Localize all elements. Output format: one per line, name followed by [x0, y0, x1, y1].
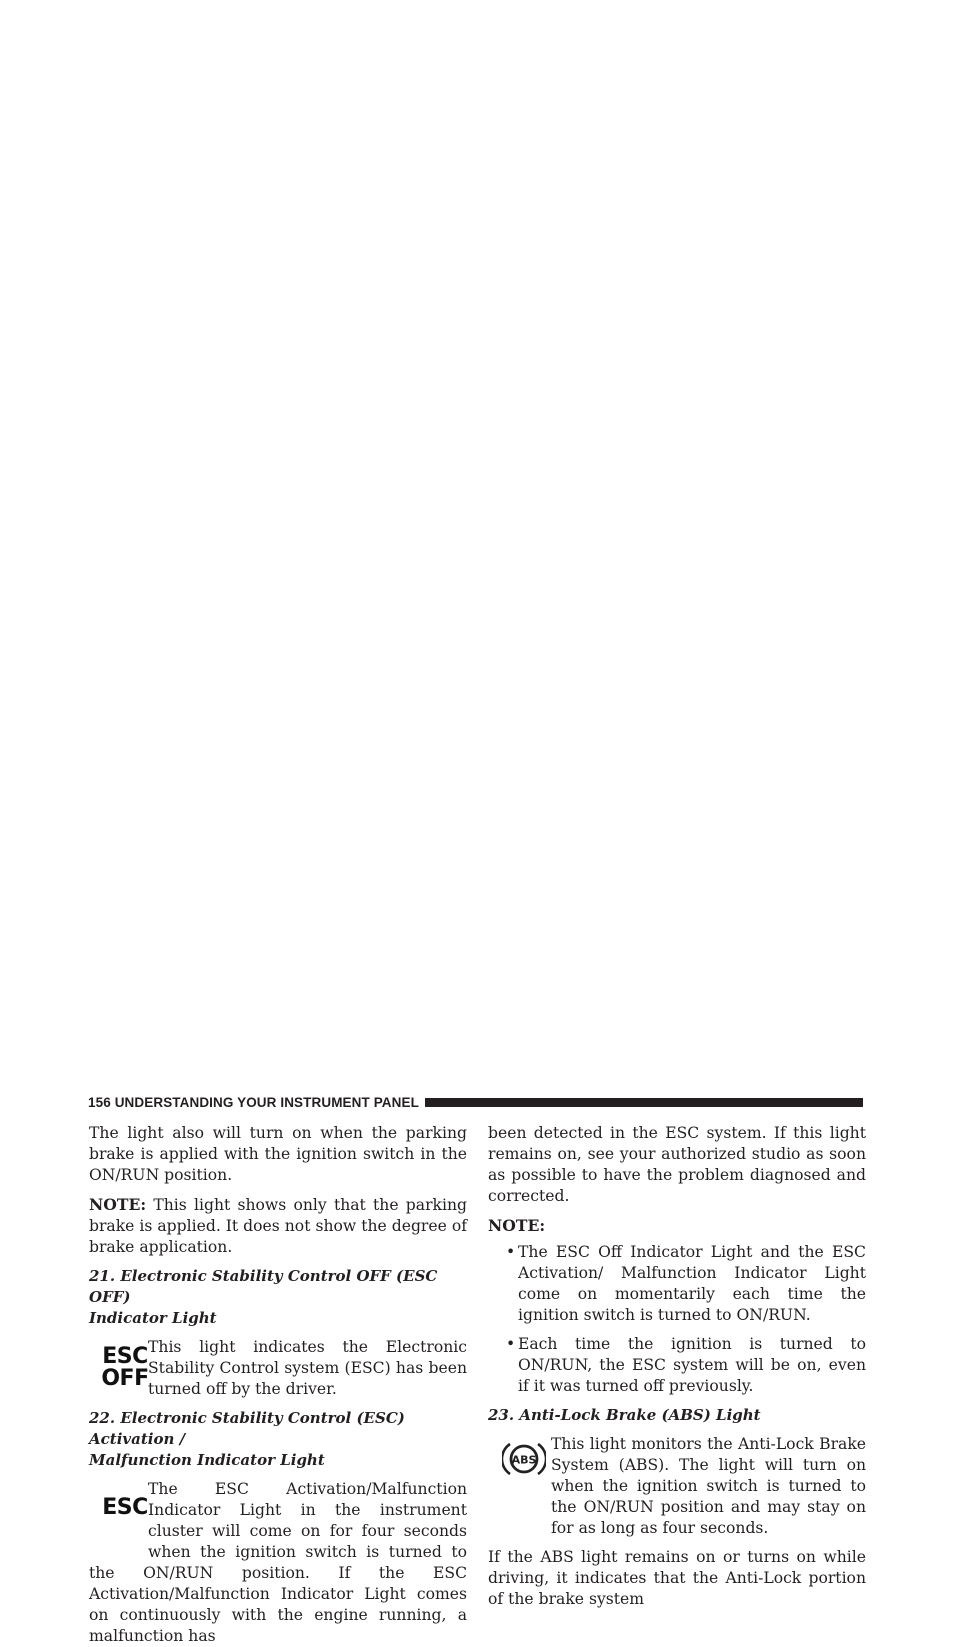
esc-off-icon-line1: ESC: [102, 1344, 148, 1369]
paragraph-abs-remains-on: If the ABS light remains on or turns on while driving, it indicates that the Anti-Lock portion of the brake system: [488, 1548, 866, 1608]
heading-abs: 23. Anti-Lock Brake (ABS) Light: [488, 1406, 761, 1424]
right-column: [488, 1123, 866, 1610]
esc-icon-label: ESC: [102, 1495, 148, 1520]
heading-esc-off-line1: 21. Electronic Stability Control OFF (ESC OFF): [89, 1267, 438, 1306]
abs-section: [488, 1434, 866, 1539]
note-label: NOTE:: [89, 1195, 147, 1214]
abs-description: This light monitors the Anti-Lock Brake System (ABS). The light will turn on when the ignition switch is turned to the ON/RUN position and may stay on for as long as four seconds.: [551, 1435, 866, 1537]
section-title: UNDERSTANDING YOUR INSTRUMENT PANEL: [114, 1094, 419, 1110]
abs-icon-label: ABS: [511, 1453, 537, 1467]
list-item-text: Each time the ignition is turned to ON/RUN, the ESC system will be on, even if it was turned off previously.: [518, 1335, 866, 1395]
heading-esc-activation: [89, 1408, 467, 1471]
heading-esc-off: [89, 1266, 467, 1329]
bullet-icon: •: [506, 1243, 516, 1261]
header-rule: [425, 1098, 863, 1107]
esc-off-description: This light indicates the Electronic Stability Control system (ESC) has been turned off by the driver.: [148, 1338, 467, 1398]
note-text: This light shows only that the parking brake is applied. It does not show the degree of brake application.: [89, 1196, 467, 1256]
heading-esc-activation-line2: Malfunction Indicator Light: [89, 1451, 325, 1469]
esc-icon: [94, 1493, 156, 1523]
esc-off-section: [89, 1337, 467, 1400]
note-bullet-list: [488, 1242, 866, 1397]
note-heading: NOTE:: [488, 1216, 546, 1235]
esc-off-icon: [94, 1344, 156, 1392]
paragraph-esc-continued: been detected in the ESC system. If this light remains on, see your authorized studio as soon as possible to have the problem diagnosed and corrected.: [488, 1124, 866, 1205]
left-column: [89, 1123, 467, 1647]
esc-activation-section: [89, 1479, 467, 1647]
heading-esc-off-line2: Indicator Light: [89, 1309, 217, 1327]
page-header: [88, 1094, 863, 1110]
list-item-text: The ESC Off Indicator Light and the ESC Activation/ Malfunction Indicator Light come on momentarily each time the ignition switch is turned to ON/RUN.: [518, 1243, 866, 1324]
note-parking-brake: [89, 1194, 467, 1258]
esc-off-icon-line2: OFF: [101, 1366, 149, 1391]
list-item: [488, 1242, 866, 1326]
abs-warning-icon: [502, 1438, 546, 1480]
esc-activation-text: The ESC Activation/Malfunction Indicator Light in the instrument cluster will come on for four seconds when the ignition switch is turned to the ON/RUN position. If the ESC Activation/Malfunction Indicator Light comes on continuously with the engine running, a malfunction has: [89, 1480, 467, 1645]
list-item: [488, 1334, 866, 1397]
page-header-text: [88, 1095, 425, 1110]
bullet-icon: •: [506, 1335, 516, 1353]
page-number: 156: [88, 1094, 111, 1110]
paragraph-parking-brake: The light also will turn on when the parking brake is applied with the ignition switch in the ON/RUN position.: [89, 1124, 467, 1184]
abs-icon-graphic: [502, 1438, 546, 1480]
heading-esc-activation-line1: 22. Electronic Stability Control (ESC) Activation /: [89, 1409, 405, 1448]
